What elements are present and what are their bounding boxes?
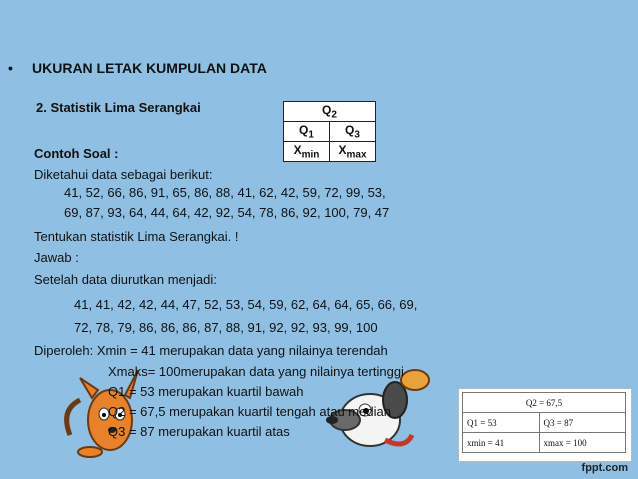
xmax-cell-text: X — [338, 142, 347, 157]
sorted-intro: Setelah data diurutkan menjadi: — [34, 272, 217, 287]
result-xmin: Diperoleh: Xmin = 41 merupakan data yang nilainya terendah — [34, 343, 388, 358]
section-subheading: 2. Statistik Lima Serangkai — [36, 100, 201, 115]
bullet-marker: • — [8, 60, 13, 76]
data-line-1: 41, 52, 66, 86, 91, 65, 86, 88, 41, 62, 42, 59, 72, 99, 53, — [64, 185, 386, 200]
brand-watermark: fppt.com — [581, 462, 628, 474]
result-q3: Q3 = 87 merupakan kuartil atas — [108, 424, 290, 439]
given-intro: Diketahui data sebagai berikut: — [34, 167, 213, 182]
slide-heading: UKURAN LETAK KUMPULAN DATA — [32, 60, 267, 76]
result-summary-image — [458, 388, 632, 462]
result-q2: Q2 = 67,5 merupakan kuartil tengah atau median — [108, 404, 391, 419]
sorted-line-1: 41, 41, 42, 42, 44, 47, 52, 53, 54, 59, 62, 64, 64, 65, 66, 69, — [74, 297, 418, 312]
xmax-cell: $X_{max}$ — [330, 142, 376, 162]
img-q2: Q2 = 67,5 — [463, 393, 626, 413]
q3-cell: $Q_3$ — [330, 122, 376, 142]
img-xmin: xmin = 41 — [463, 433, 540, 453]
q2-cell-text: Q — [322, 102, 332, 117]
q1-cell: $Q_1$ — [284, 122, 330, 142]
result-q1: Q1 = 53 merupakan kuartil bawah — [108, 384, 304, 399]
example-label: Contoh Soal : — [34, 146, 119, 161]
result-xmax: Xmaks= 100merupakan data yang nilainya tertinggi — [108, 364, 404, 379]
xmin-cell: $X_{min}$ — [284, 142, 330, 162]
q3-cell-text: Q — [345, 122, 355, 137]
answer-label: Jawab : — [34, 250, 79, 265]
data-line-2: 69, 87, 93, 64, 44, 64, 42, 92, 54, 78, 86, 92, 100, 79, 47 — [64, 205, 390, 220]
q2-cell: $Q_2$ — [284, 102, 376, 122]
img-xmax: xmax = 100 — [539, 433, 625, 453]
img-q1: Q1 = 53 — [463, 413, 540, 433]
img-q3: Q3 = 87 — [539, 413, 625, 433]
sorted-line-2: 72, 78, 79, 86, 86, 86, 87, 88, 91, 92, 92, 93, 99, 100 — [74, 320, 378, 335]
xmin-cell-text: X — [293, 142, 302, 157]
five-number-summary-table — [283, 101, 376, 162]
q1-cell-text: Q — [299, 122, 309, 137]
task-text: Tentukan statistik Lima Serangkai. ! — [34, 229, 239, 244]
